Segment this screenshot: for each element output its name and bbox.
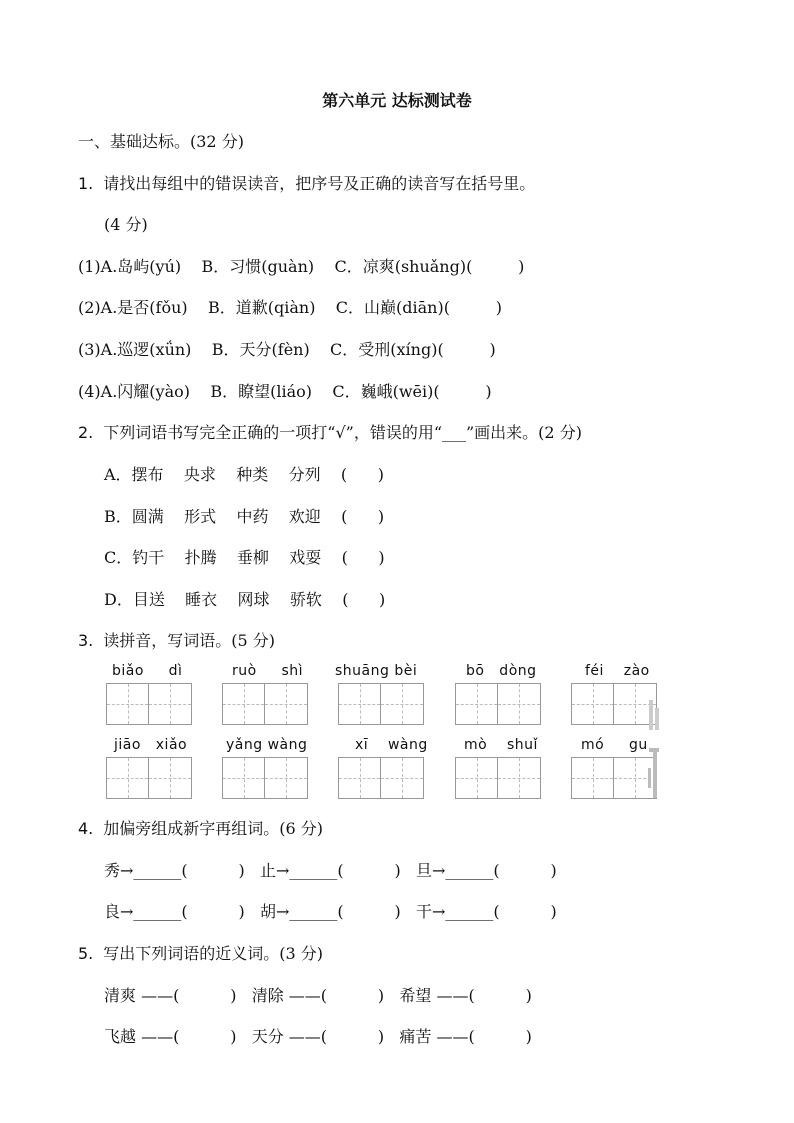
word-option: B．圆满 形式 中药 欢迎 ( ): [104, 507, 385, 526]
question-1: [78, 171, 535, 194]
synonym-item: 飞越 ——( ) 天分 ——( ) 痛苦 ——( ): [104, 1027, 532, 1046]
writing-grid[interactable]: [222, 757, 308, 799]
pinyin-label: jiāo xiǎo: [114, 737, 188, 753]
writing-grid[interactable]: [571, 683, 657, 725]
pinyin-label: shuāng bèi: [335, 663, 418, 679]
writing-grid[interactable]: [106, 757, 192, 799]
synonym-item: 清爽 ——( ) 清除 ——( ) 希望 ——( ): [104, 986, 532, 1005]
pinyin-label: mó gu: [581, 737, 648, 753]
question-number: 5.: [78, 944, 94, 963]
writing-grid[interactable]: [338, 683, 424, 725]
writing-grid[interactable]: [455, 683, 541, 725]
watermark-mark: [647, 698, 661, 800]
pinyin-label: yǎng wàng: [226, 737, 308, 753]
question-number: 1.: [78, 174, 94, 193]
pinyin-label: bō dòng: [466, 663, 537, 679]
question-text: 下列词语书写完全正确的一项打“√”，错误的用“___”画出来。(2 分): [103, 423, 582, 442]
writing-grid[interactable]: [455, 757, 541, 799]
radical-item: 秀→______( ) 止→______( ) 旦→______( ): [104, 861, 557, 880]
question-number: 4.: [78, 819, 94, 838]
question-text: 写出下列词语的近义词。(3 分): [103, 944, 324, 963]
radical-item: 良→______( ) 胡→______( ) 干→______( ): [104, 902, 557, 921]
pinyin-label: féi zào: [585, 663, 650, 679]
pinyin-item: (4)A.闪耀(yào) B．瞭望(liáo) C．巍峨(wēi)( ): [78, 382, 492, 401]
writing-grid[interactable]: [106, 683, 192, 725]
pinyin-item: (1)A.岛屿(yú) B．习惯(guàn) C．凉爽(shuǎng)( ): [78, 257, 525, 276]
question-3: [78, 628, 275, 651]
watermark-glyph: [647, 698, 661, 800]
question-text: 请找出每组中的错误读音，把序号及正确的读音写在括号里。: [103, 174, 536, 193]
pinyin-label: biǎo dì: [112, 663, 183, 679]
pinyin-label: xī wàng: [355, 737, 428, 753]
pinyin-item: (3)A.巡逻(xǘn) B．天分(fèn) C．受刑(xíng)( ): [78, 340, 496, 359]
writing-grid[interactable]: [222, 683, 308, 725]
pinyin-label: mò shuǐ: [464, 737, 538, 753]
question-2: [78, 420, 582, 443]
question-score: (4 分): [104, 215, 148, 234]
question-4: [78, 816, 323, 839]
question-5: [78, 941, 323, 964]
question-number: 3.: [78, 631, 94, 650]
question-text: 加偏旁组成新字再组词。(6 分): [103, 819, 324, 838]
writing-grid[interactable]: [571, 757, 657, 799]
section-heading: 一、基础达标。(32 分): [78, 132, 244, 151]
word-option: A．摆布 央求 种类 分列 ( ): [104, 465, 384, 484]
question-text: 读拼音，写词语。(5 分): [103, 631, 276, 650]
page-title: 第六单元 达标测试卷: [322, 91, 472, 110]
word-option: D．目送 睡衣 网球 骄软 ( ): [104, 590, 386, 609]
pinyin-label: ruò shì: [232, 663, 304, 679]
word-option: C．钓干 扑腾 垂柳 戏耍 ( ): [104, 548, 385, 567]
pinyin-item: (2)A.是否(fǒu) B．道歉(qiàn) C．山巅(diān)( ): [78, 298, 502, 317]
writing-grid[interactable]: [338, 757, 424, 799]
question-number: 2.: [78, 423, 94, 442]
